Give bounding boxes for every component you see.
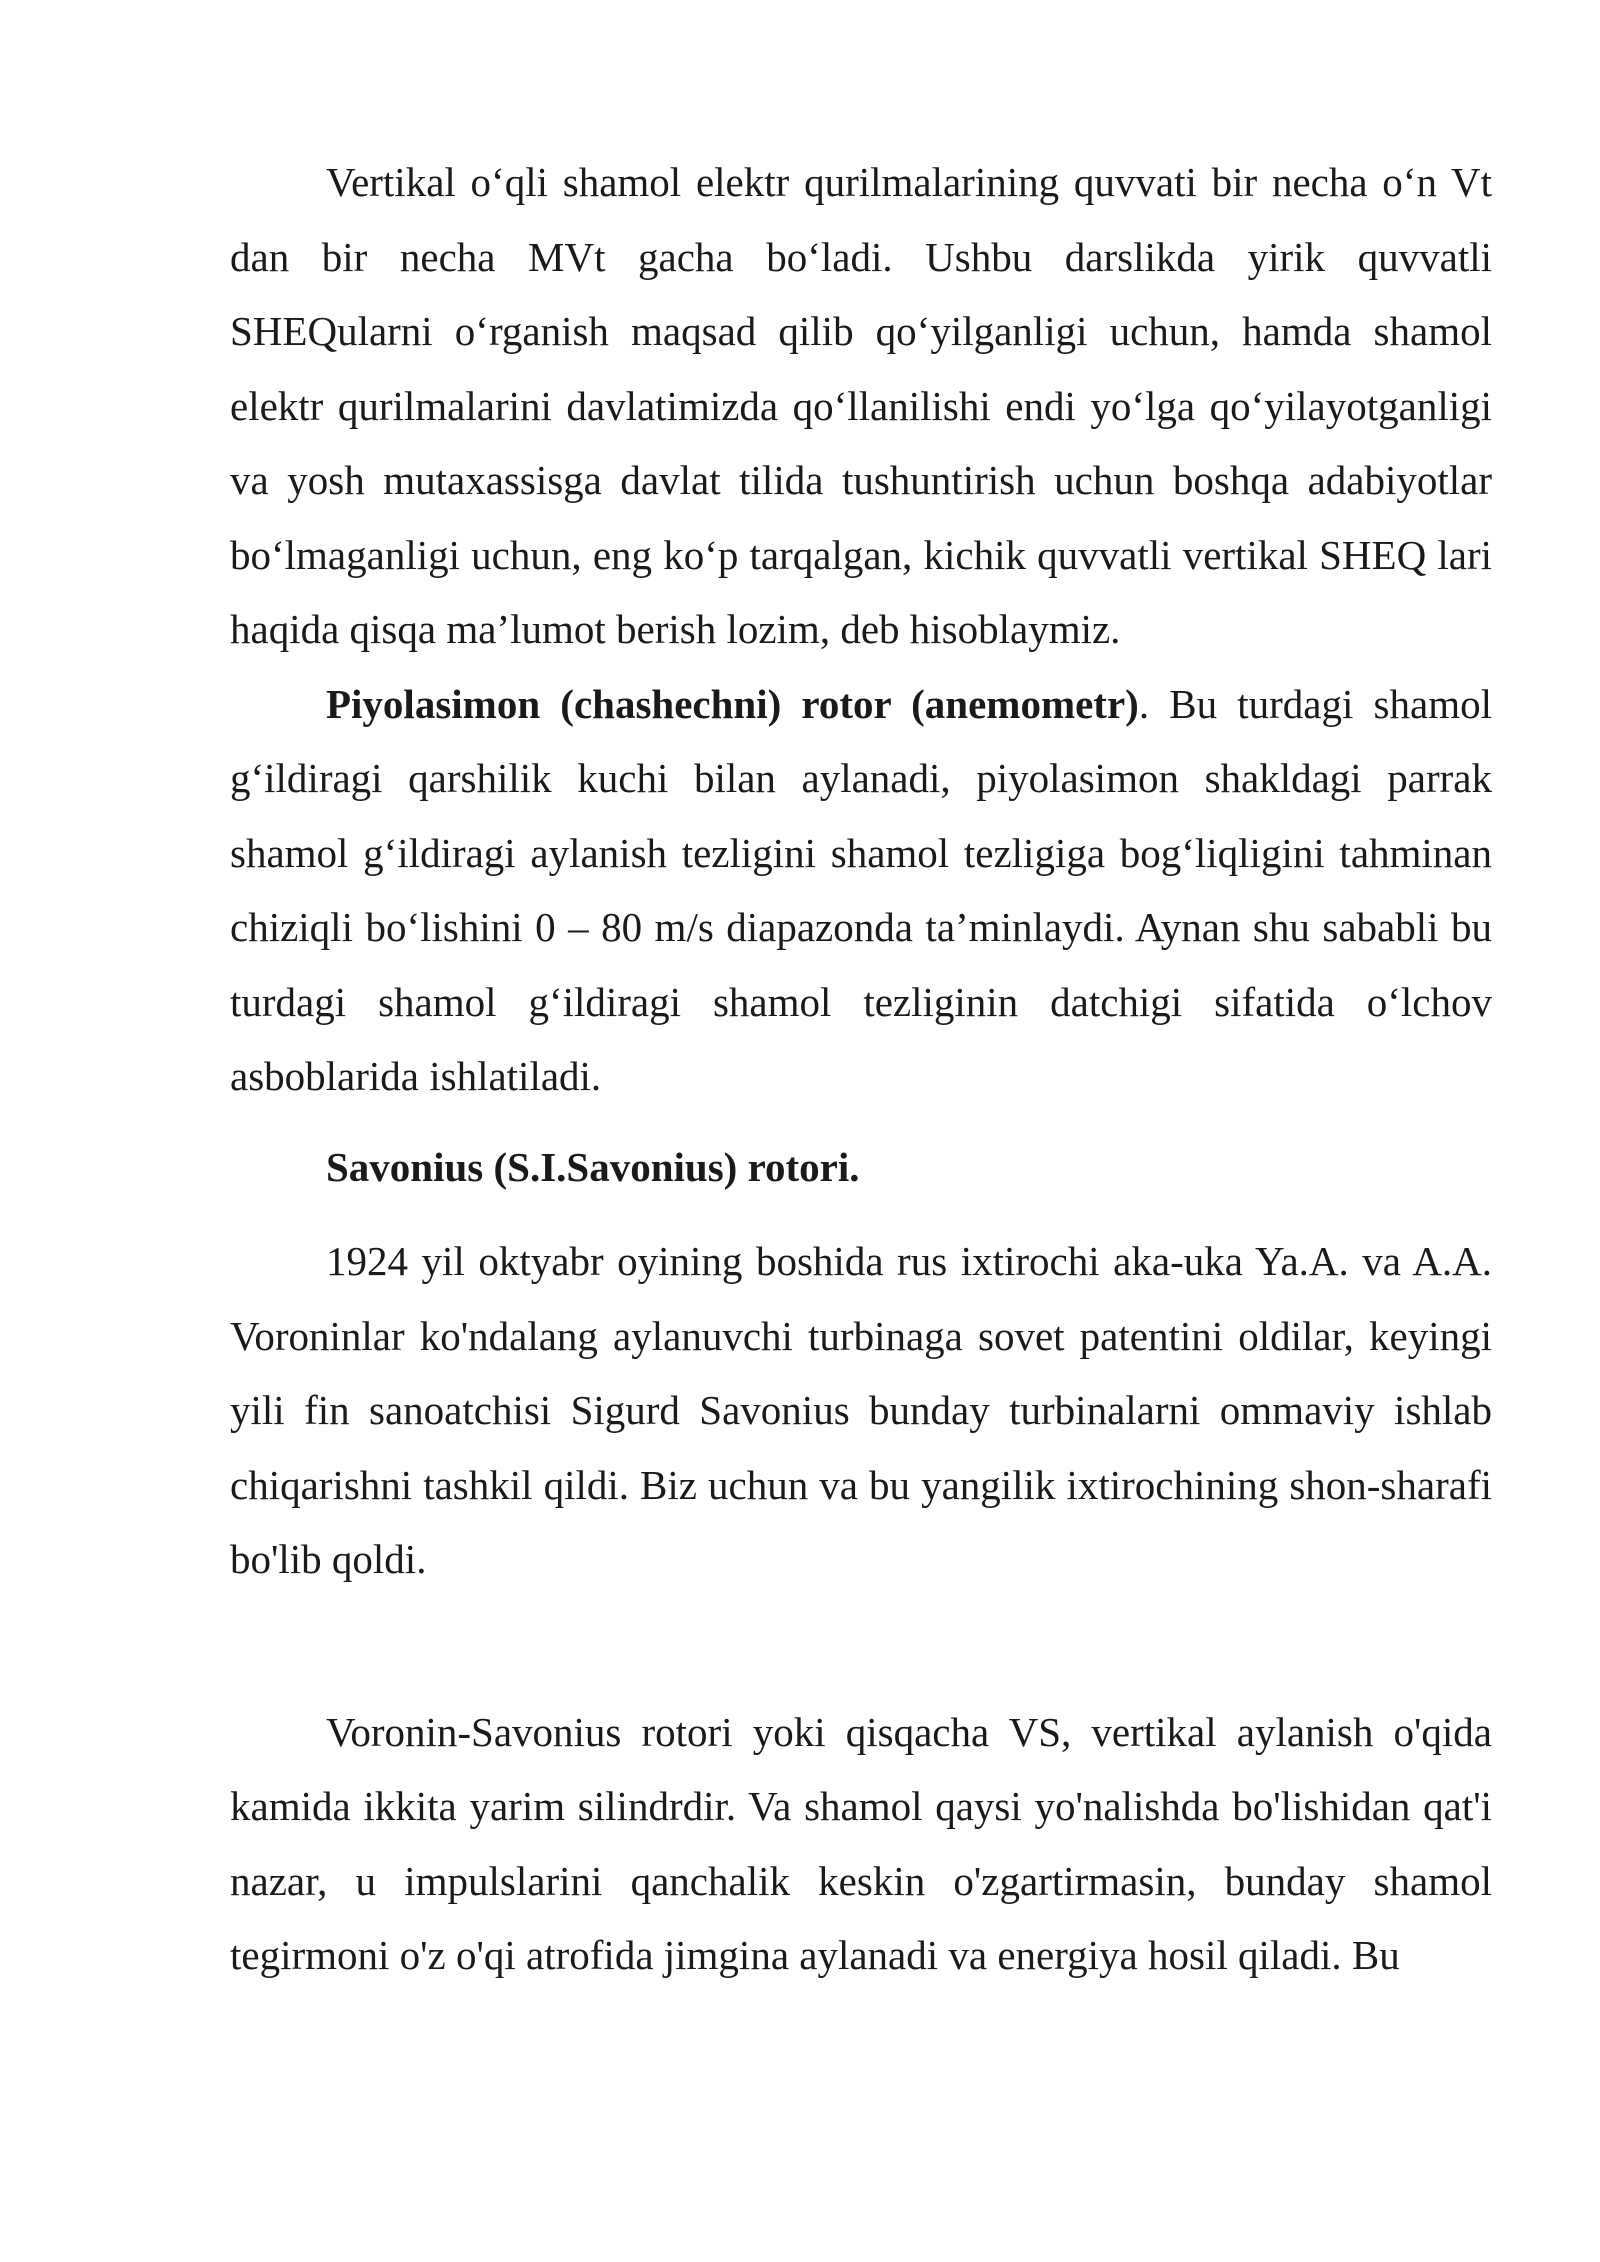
- paragraph-savonius-history: 1924 yil oktyabr oyining boshida rus ixtirochi aka-uka Ya.A. va A.A. Voroninlar ko'ndalang aylanuvchi turbinaga sovet patentini oldilar, keyingi yili fin sanoatchisi Sigurd Savonius bunday turbinalarni ommaviy ishlab chiqarishni tashkil qildi. Biz uchun va bu yangilik ixtirochining shon-sharafi bo'lib qoldi.: [230, 1238, 1492, 1582]
- paragraph-vertical-wind-turbines: Vertikal o‘qli shamol elektr qurilmalarining quvvati bir necha o‘n Vt dan bir necha MVt gacha bo‘ladi. Ushbu darslikda yirik quvvatli SHEQularni o‘rganish maqsad qilib qo‘yilganligi uchun, hamda shamol elektr qurilmalarini davlatimizda qo‘llanilishi endi yo‘lga qo‘yilayotganligi va yosh mutaxassisga davlat tilida tushuntirish uchun boshqa adabiyotlar bo‘lmaganligi uchun, eng ko‘p tarqalgan, kichik quvvatli vertikal SHEQ lari haqida qisqa ma’lumot berish lozim, deb hisoblaymiz.: [230, 159, 1492, 652]
- blank-space: [230, 1597, 1492, 1695]
- document-body: [230, 145, 1492, 1993]
- cup-rotor-term: Piyolasimon (chashechni) rotor (anemometr): [326, 680, 1139, 727]
- paragraph-voronin-savonius-rotor: Voronin-Savonius rotori yoki qisqacha VS, vertikal aylanish o'qida kamida ikkita yarim silindrdir. Va shamol qaysi yo'nalishda bo'lishidan qat'i nazar, u impulslarini qanchalik keskin o'zgartirmasin, bunday shamol tegirmoni o'z o'qi atrofida jimgina aylanadi va energiya hosil qiladi. Bu: [230, 1708, 1492, 1978]
- cup-rotor-description: . Bu turdagi shamol g‘ildiragi qarshilik kuchi bilan aylanadi, piyolasimon shakldagi parrak shamol g‘ildiragi aylanish tezligini shamol tezligiga bog‘liqligini tahminan chiziqli bo‘lishini 0 – 80 m/s diapazonda ta’minlaydi. Aynan shu sababli bu turdagi shamol g‘ildiragi shamol tezliginin datchigi sifatida o‘lchov asboblarida ishlatiladi.: [230, 680, 1492, 1099]
- section-heading-savonius: Savonius (S.I.Savonius) rotori.: [326, 1143, 860, 1190]
- paragraph-cup-rotor: [230, 667, 1492, 1114]
